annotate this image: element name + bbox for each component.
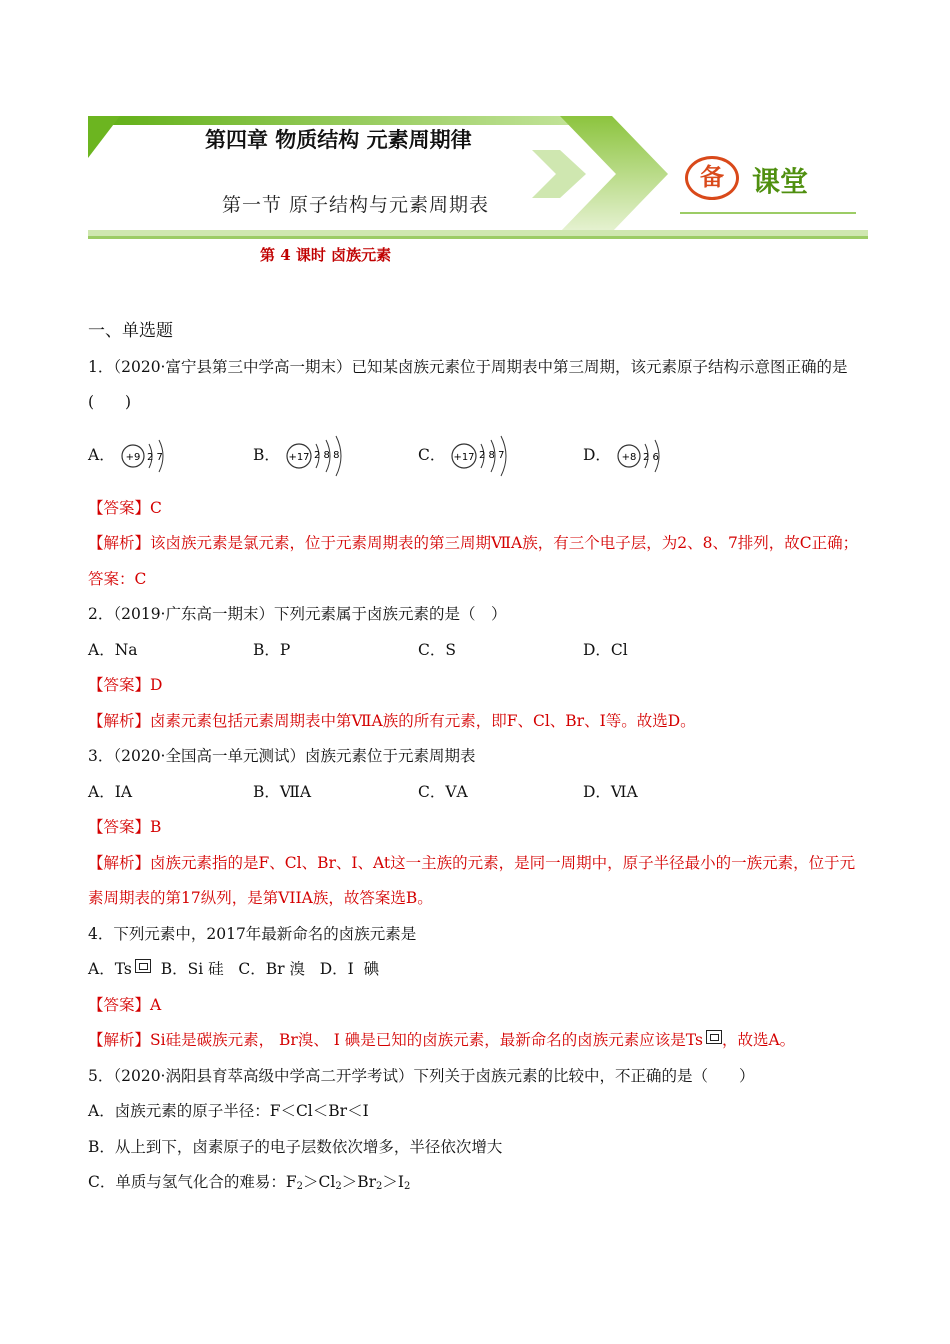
question-4-answer: [88, 988, 868, 1024]
header-banner: [0, 0, 950, 260]
nucleus-label: +17: [453, 451, 475, 463]
atom-diagram-icon: [615, 434, 685, 478]
formula-subscript: 2: [335, 1181, 342, 1192]
option-label: B．: [253, 445, 280, 464]
question-1-options: [88, 421, 868, 491]
nucleus-label: +8: [621, 451, 637, 463]
lesson-title: 第 4 课时 卤族元素: [260, 246, 392, 264]
answer-label: 【答案】: [88, 498, 151, 517]
formula-part: F: [285, 1173, 297, 1191]
question-3-options: [88, 775, 868, 811]
answer-value: D: [150, 676, 163, 694]
question-3-analysis: [88, 846, 868, 917]
option-a: [88, 434, 253, 478]
answer-label: 【答案】: [88, 995, 151, 1014]
option-b: [253, 434, 418, 478]
question-4-options: [88, 952, 868, 988]
option-c: C．S: [418, 640, 456, 659]
question-1-analysis: [88, 526, 868, 597]
atom-diagram-icon: [119, 434, 189, 478]
answer-label: 【答案】: [88, 676, 151, 694]
analysis-text: Si硅是碳族元素， Br溴、 I 碘是已知的卤族元素，最新命名的卤族元素应该是Ts: [150, 1031, 703, 1049]
formula-subscript: 2: [376, 1181, 383, 1192]
tian-character-icon: [706, 1030, 722, 1044]
question-5-option-a: A．卤族元素的原子半径：F＜Cl＜Br＜I: [88, 1102, 369, 1120]
shell-electrons: 2 8 7: [479, 449, 505, 461]
answer-label: 【答案】: [88, 818, 151, 836]
tian-character-icon: [135, 959, 151, 973]
answer-value: B: [150, 818, 162, 836]
option-label: C．: [418, 445, 446, 464]
analysis-text: 该卤族元素是氯元素，位于元素周期表的第三周期ⅦA族，有三个电子层，为2、8、7排列，故C正确；答案：C: [88, 534, 859, 588]
analysis-label: 【解析】: [88, 711, 151, 730]
question-2-stem: 2．（2019·广东高一期末）下列元素属于卤族元素的是（ ）: [88, 605, 507, 623]
logo-text: 课堂: [752, 165, 809, 198]
option-d: D．Cl: [583, 640, 628, 659]
option-a: A．ⅠA: [88, 782, 133, 801]
option-d: D．ⅥA: [583, 782, 638, 801]
section-heading: 一、单选题: [88, 321, 173, 341]
option-c: [418, 434, 583, 478]
logo-badge: 备: [685, 156, 739, 200]
question-5-stem: 5．（2020·涡阳县育萃高级中学高二开学考试）下列关于卤族元素的比较中，不正确的是（ ）: [88, 1066, 755, 1085]
option-a: A．Na: [88, 640, 138, 659]
question-4-analysis: [88, 1023, 868, 1059]
answer-value: A: [150, 995, 162, 1014]
section-title: 第一节 原子结构与元素周期表: [222, 194, 490, 216]
question-2-analysis: [88, 704, 868, 740]
question-1-stem: 1．（2020·富宁县第三中学高一期末）已知某卤族元素位于周期表中第三周期，该元素原子结构示意图正确的是( ): [88, 357, 848, 411]
question-5-option-c: [88, 1165, 868, 1201]
worksheet-body: [88, 314, 868, 1201]
question-3-answer: [88, 810, 868, 846]
formula-part: ＞Br: [341, 1173, 377, 1191]
formula-part: ＞Cl: [303, 1173, 336, 1191]
analysis-text-end: ，故选A。: [721, 1031, 796, 1049]
option-d: [583, 434, 748, 478]
nucleus-label: +9: [125, 451, 141, 463]
option-a: A．Ts: [88, 960, 132, 978]
formula-subscript: 2: [296, 1181, 304, 1192]
analysis-label: 【解析】: [88, 853, 151, 872]
shell-electrons: 2 7: [146, 451, 163, 463]
option-c: C．ⅤA: [418, 782, 468, 801]
question-2-answer: [88, 668, 868, 704]
question-1-answer: [88, 491, 868, 527]
option-c-prefix: C．单质与氢气化合的难易：: [88, 1173, 286, 1191]
shell-electrons: 2 8 8: [313, 449, 340, 461]
atom-diagram-icon: [284, 434, 364, 478]
question-4-stem: 4．下列元素中，2017年最新命名的卤族元素是: [88, 924, 417, 943]
question-2-options: [88, 633, 868, 669]
analysis-label: 【解析】: [88, 1031, 151, 1049]
analysis-label: 【解析】: [88, 534, 151, 552]
shell-electrons: 2 6: [642, 451, 659, 463]
question-3-stem: 3．（2020·全国高一单元测试）卤族元素位于元素周期表: [88, 747, 476, 765]
question-5-option-b: B．从上到下，卤素原子的电子层数依次增多，半径依次增大: [88, 1137, 503, 1156]
option-label: D．: [583, 445, 611, 464]
nucleus-label: +17: [288, 451, 310, 463]
option-b: B．ⅦA: [253, 782, 312, 801]
options-b-to-d: B．Si 硅 C．Br 溴 D．I 碘: [150, 960, 380, 978]
formula-part: ＞I: [382, 1173, 405, 1191]
option-b: B．P: [253, 640, 291, 659]
option-label: A．: [88, 445, 115, 464]
formula-subscript: 2: [404, 1181, 411, 1192]
analysis-text: 卤素元素包括元素周期表中第ⅦA族的所有元素，即F、Cl、Br、I等。故选D。: [150, 711, 696, 730]
atom-diagram-icon: [449, 434, 529, 478]
answer-value: C: [150, 498, 162, 517]
analysis-text: 卤族元素指的是F、Cl、Br、I、At这一主族的元素，是同一周期中，原子半径最小的一族元素，位于元素周期表的第17纵列，是第VIIA族，故答案选B。: [88, 853, 856, 907]
chapter-title: 第四章 物质结构 元素周期律: [205, 128, 472, 152]
